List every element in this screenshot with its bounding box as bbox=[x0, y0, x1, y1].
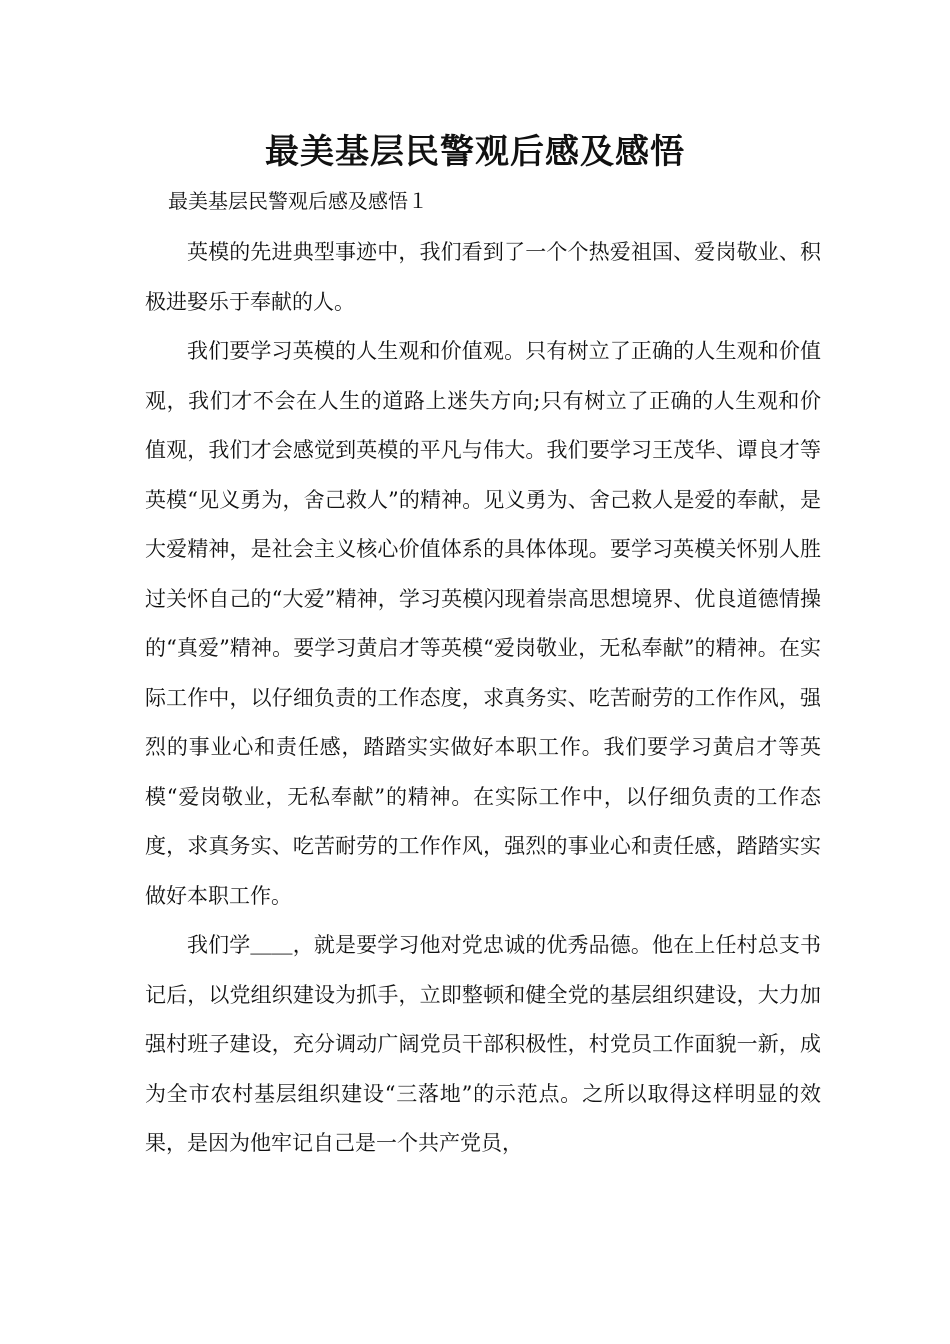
document-title: 最美基层民警观后感及感悟 bbox=[265, 132, 685, 172]
paragraph-3: 我们学＿＿，就是要学习他对党忠诚的优秀品德。他在上任村总支书记后，以党组织建设为抓手，立即整顿和健全党的基层组织建设，大力加强村班子建设，充分调动广阔党员干部积极性，村党员工作面貌一新，成为全市农村基层组织建设“三落地”的示范点。之所以取得这样明显的效果，是因为他牢记自己是一个共产党员， bbox=[145, 933, 821, 1155]
paragraph-2: 我们要学习英模的人生观和价值观。只有树立了正确的人生观和价值观，我们才不会在人生的道路上迷失方向;只有树立了正确的人生观和价值观，我们才会感觉到英模的平凡与伟大。我们要学习王茂华、谭良才等英模“见义勇为，舍己救人”的精神。见义勇为、舍己救人是爱的奉献，是大爱精神，是社会主义核心价值体系的具体体现。要学习英模关怀别人胜过关怀自己的“大爱”精神，学习英模闪现着崇高思想境界、优良道德情操的“真爱”精神。要学习黄启才等英模“爱岗敬业，无私奉献”的精神。在实际工作中，以仔细负责的工作态度，求真务实、吃苦耐劳的工作作风，强烈的事业心和责任感，踏踏实实做好本职工作。我们要学习黄启才等英模“爱岗敬业，无私奉献”的精神。在实际工作中，以仔细负责的工作态度，求真务实、吃苦耐劳的工作作风，强烈的事业心和责任感，踏踏实实做好本职工作。 bbox=[145, 339, 821, 908]
document-body bbox=[145, 228, 821, 1169]
paragraph-1: 英模的先进典型事迹中，我们看到了一个个热爱祖国、爱岗敬业、积极进娶乐于奉献的人。 bbox=[145, 240, 821, 314]
document-subtitle: 最美基层民警观后感及感悟１ bbox=[168, 189, 428, 213]
